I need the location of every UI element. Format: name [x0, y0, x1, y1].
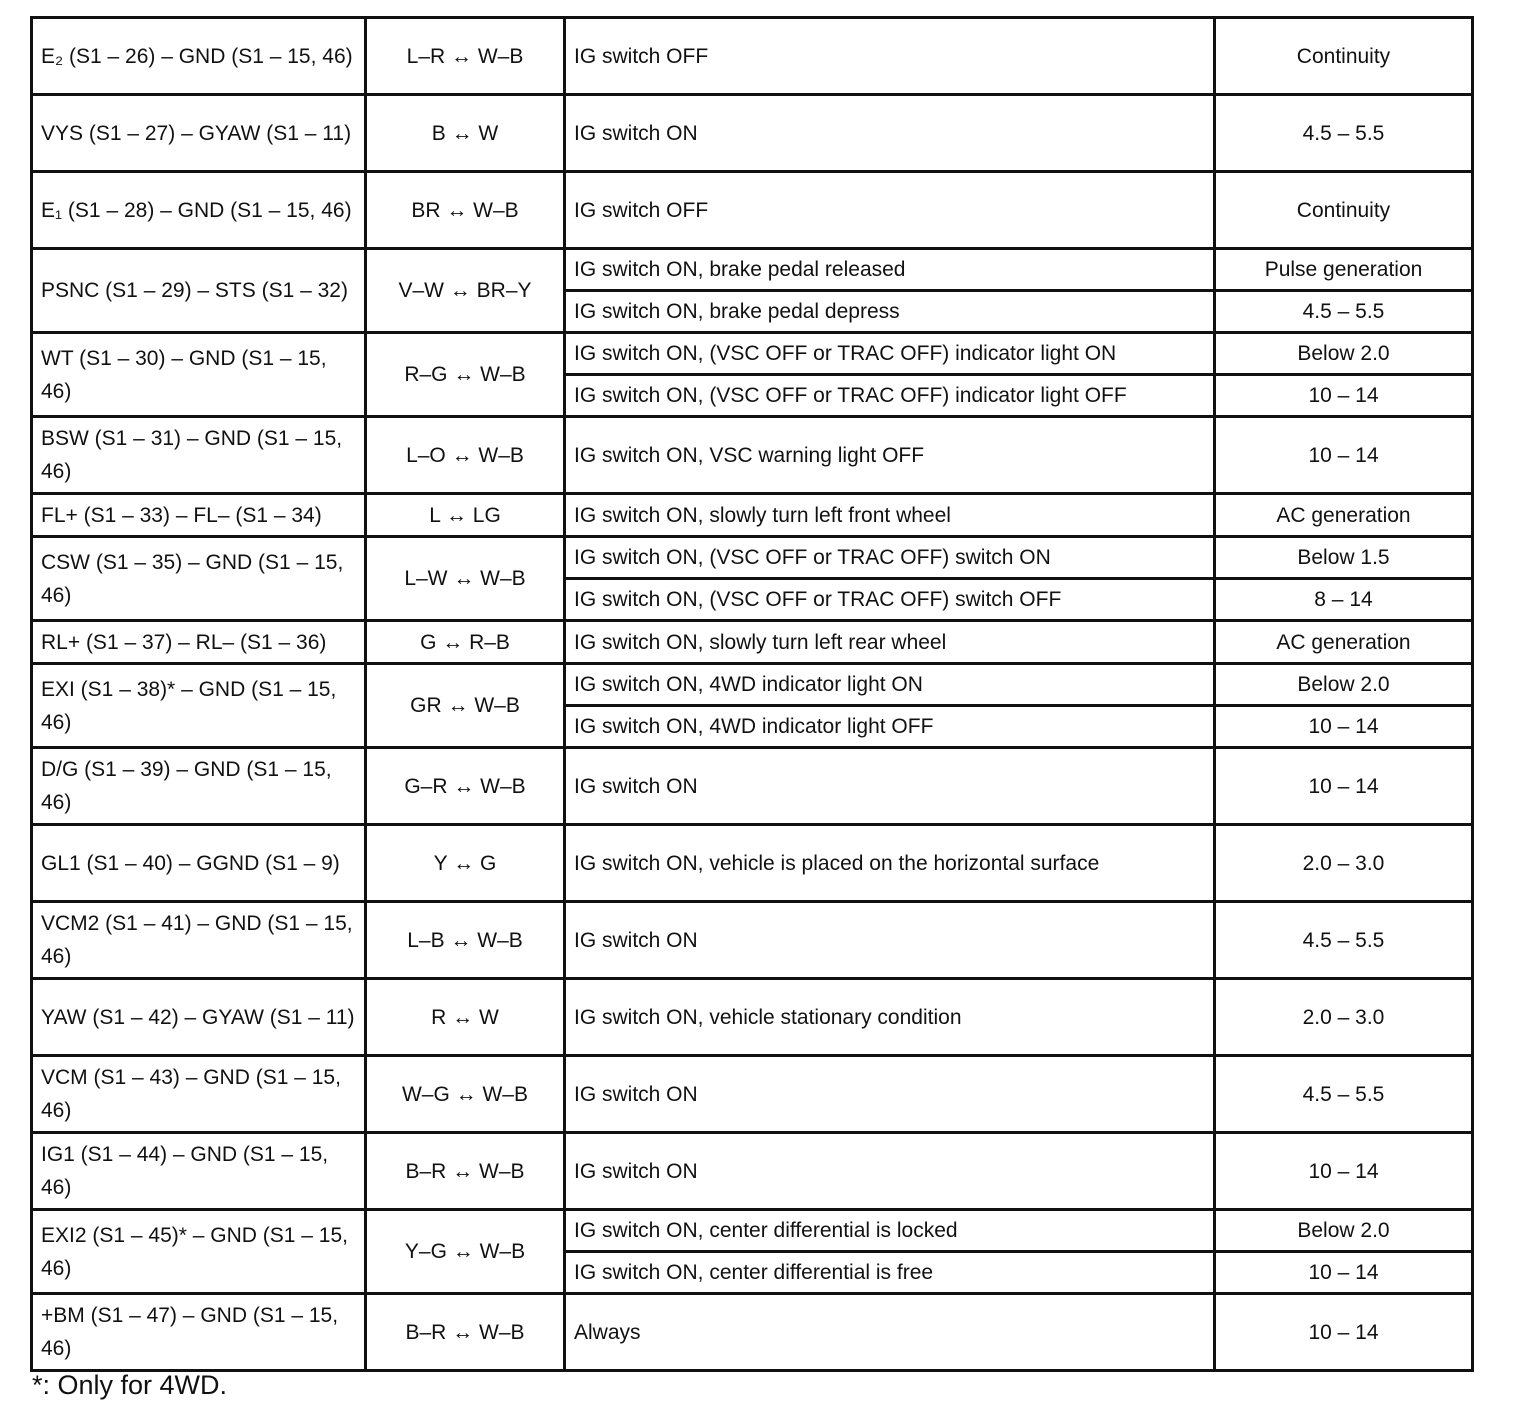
wire-color-cell: V–W ↔ BR–Y [366, 249, 565, 333]
specified-condition-cell: Below 1.5 [1215, 537, 1473, 579]
specified-condition-cell: 4.5 – 5.5 [1215, 902, 1473, 979]
table-row [32, 333, 1473, 375]
specified-condition-cell: Continuity [1215, 18, 1473, 95]
wire-color-cell: L–B ↔ W–B [366, 902, 565, 979]
terminal-cell: EXI (S1 – 38)* – GND (S1 – 15, 46) [32, 664, 366, 748]
wire-color-cell: B–R ↔ W–B [366, 1294, 565, 1371]
terminal-cell: D/G (S1 – 39) – GND (S1 – 15, 46) [32, 748, 366, 825]
wire-color-cell: L–O ↔ W–B [366, 417, 565, 494]
condition-cell: IG switch ON, center differential is free [565, 1252, 1215, 1294]
condition-cell: IG switch ON [565, 1056, 1215, 1133]
specified-condition-cell: 10 – 14 [1215, 1133, 1473, 1210]
table-row [32, 95, 1473, 172]
condition-cell: IG switch ON, 4WD indicator light ON [565, 664, 1215, 706]
condition-cell: IG switch ON, brake pedal depress [565, 291, 1215, 333]
specified-condition-cell: 2.0 – 3.0 [1215, 979, 1473, 1056]
condition-cell: IG switch ON, (VSC OFF or TRAC OFF) indicator light OFF [565, 375, 1215, 417]
wire-color-cell: G ↔ R–B [366, 621, 565, 664]
table-row [32, 748, 1473, 825]
wire-color-cell: L–R ↔ W–B [366, 18, 565, 95]
terminal-cell: VYS (S1 – 27) – GYAW (S1 – 11) [32, 95, 366, 172]
specified-condition-cell: 10 – 14 [1215, 748, 1473, 825]
condition-cell: IG switch ON, (VSC OFF or TRAC OFF) switch OFF [565, 579, 1215, 621]
condition-cell: IG switch ON [565, 1133, 1215, 1210]
specified-condition-cell: 2.0 – 3.0 [1215, 825, 1473, 902]
terminal-cell: +BM (S1 – 47) – GND (S1 – 15, 46) [32, 1294, 366, 1371]
table-row [32, 1210, 1473, 1252]
specified-condition-cell: 10 – 14 [1215, 1252, 1473, 1294]
table-row [32, 537, 1473, 579]
terminal-cell: E₁ (S1 – 28) – GND (S1 – 15, 46) [32, 172, 366, 249]
footnote: *: Only for 4WD. [32, 1370, 228, 1400]
specified-condition-cell: 4.5 – 5.5 [1215, 291, 1473, 333]
condition-cell: IG switch OFF [565, 172, 1215, 249]
table-body [32, 18, 1473, 1371]
table-row [32, 249, 1473, 291]
table-row [32, 664, 1473, 706]
wire-color-cell: B ↔ W [366, 95, 565, 172]
terminal-spec-table [30, 16, 1474, 1372]
terminal-cell: IG1 (S1 – 44) – GND (S1 – 15, 46) [32, 1133, 366, 1210]
condition-cell: IG switch OFF [565, 18, 1215, 95]
specified-condition-cell: 10 – 14 [1215, 417, 1473, 494]
specified-condition-cell: Below 2.0 [1215, 333, 1473, 375]
condition-cell: IG switch ON, slowly turn left rear wheel [565, 621, 1215, 664]
table-row [32, 494, 1473, 537]
terminal-cell: E₂ (S1 – 26) – GND (S1 – 15, 46) [32, 18, 366, 95]
table-row [32, 417, 1473, 494]
table-row [32, 1294, 1473, 1371]
table-row [32, 1133, 1473, 1210]
condition-cell: IG switch ON, (VSC OFF or TRAC OFF) switch ON [565, 537, 1215, 579]
specified-condition-cell: Pulse generation [1215, 249, 1473, 291]
table-row [32, 1056, 1473, 1133]
condition-cell: IG switch ON [565, 902, 1215, 979]
specified-condition-cell: 10 – 14 [1215, 1294, 1473, 1371]
terminal-cell: GL1 (S1 – 40) – GGND (S1 – 9) [32, 825, 366, 902]
specified-condition-cell: Below 2.0 [1215, 1210, 1473, 1252]
condition-cell: IG switch ON, (VSC OFF or TRAC OFF) indicator light ON [565, 333, 1215, 375]
specified-condition-cell: AC generation [1215, 621, 1473, 664]
wire-color-cell: Y–G ↔ W–B [366, 1210, 565, 1294]
terminal-cell: EXI2 (S1 – 45)* – GND (S1 – 15, 46) [32, 1210, 366, 1294]
terminal-cell: RL+ (S1 – 37) – RL– (S1 – 36) [32, 621, 366, 664]
table-row [32, 18, 1473, 95]
table-row [32, 172, 1473, 249]
terminal-cell: PSNC (S1 – 29) – STS (S1 – 32) [32, 249, 366, 333]
wire-color-cell: B–R ↔ W–B [366, 1133, 565, 1210]
condition-cell: IG switch ON, VSC warning light OFF [565, 417, 1215, 494]
terminal-cell: VCM2 (S1 – 41) – GND (S1 – 15, 46) [32, 902, 366, 979]
wire-color-cell: Y ↔ G [366, 825, 565, 902]
table-row [32, 621, 1473, 664]
table-row [32, 825, 1473, 902]
specified-condition-cell: 4.5 – 5.5 [1215, 1056, 1473, 1133]
wire-color-cell: G–R ↔ W–B [366, 748, 565, 825]
wire-color-cell: R ↔ W [366, 979, 565, 1056]
condition-cell: IG switch ON, slowly turn left front wheel [565, 494, 1215, 537]
condition-cell: IG switch ON [565, 95, 1215, 172]
specified-condition-cell: 4.5 – 5.5 [1215, 95, 1473, 172]
specified-condition-cell: AC generation [1215, 494, 1473, 537]
table-row [32, 902, 1473, 979]
wire-color-cell: L–W ↔ W–B [366, 537, 565, 621]
terminal-cell: BSW (S1 – 31) – GND (S1 – 15, 46) [32, 417, 366, 494]
wire-color-cell: W–G ↔ W–B [366, 1056, 565, 1133]
terminal-cell: CSW (S1 – 35) – GND (S1 – 15, 46) [32, 537, 366, 621]
wire-color-cell: L ↔ LG [366, 494, 565, 537]
condition-cell: Always [565, 1294, 1215, 1371]
condition-cell: IG switch ON, vehicle stationary condition [565, 979, 1215, 1056]
specified-condition-cell: 8 – 14 [1215, 579, 1473, 621]
condition-cell: IG switch ON [565, 748, 1215, 825]
specified-condition-cell: 10 – 14 [1215, 375, 1473, 417]
wire-color-cell: GR ↔ W–B [366, 664, 565, 748]
specified-condition-cell: 10 – 14 [1215, 706, 1473, 748]
condition-cell: IG switch ON, center differential is locked [565, 1210, 1215, 1252]
condition-cell: IG switch ON, brake pedal released [565, 249, 1215, 291]
terminal-cell: WT (S1 – 30) – GND (S1 – 15, 46) [32, 333, 366, 417]
condition-cell: IG switch ON, vehicle is placed on the horizontal surface [565, 825, 1215, 902]
specified-condition-cell: Below 2.0 [1215, 664, 1473, 706]
specified-condition-cell: Continuity [1215, 172, 1473, 249]
table-row [32, 979, 1473, 1056]
wire-color-cell: R–G ↔ W–B [366, 333, 565, 417]
terminal-cell: VCM (S1 – 43) – GND (S1 – 15, 46) [32, 1056, 366, 1133]
terminal-cell: YAW (S1 – 42) – GYAW (S1 – 11) [32, 979, 366, 1056]
condition-cell: IG switch ON, 4WD indicator light OFF [565, 706, 1215, 748]
terminal-cell: FL+ (S1 – 33) – FL– (S1 – 34) [32, 494, 366, 537]
wire-color-cell: BR ↔ W–B [366, 172, 565, 249]
